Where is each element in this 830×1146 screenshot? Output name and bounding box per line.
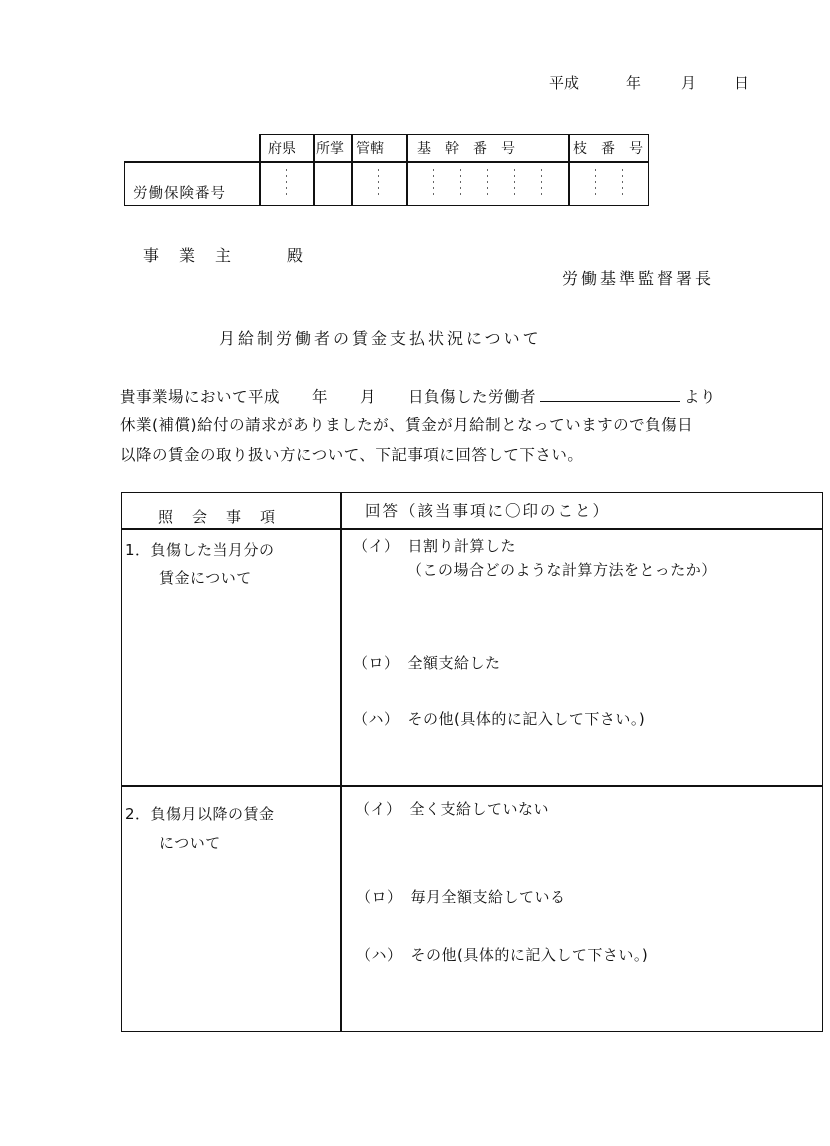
q2-option-ro: （ロ） 毎月全額支給している — [356, 888, 566, 906]
date-year-label: 年 — [626, 74, 642, 92]
inquiry-table — [121, 492, 823, 1032]
body-line-3: 以降の賃金の取り扱い方について、下記事項に回答して下さい。 — [120, 446, 584, 464]
header-shosho: 所掌 — [316, 141, 344, 157]
q2-option-i: （イ） 全く支給していない — [355, 800, 550, 818]
date-month-label: 月 — [681, 74, 697, 92]
body-line-1 — [120, 385, 716, 407]
date-day-label: 日 — [734, 74, 750, 92]
header-kankatsu: 管轄 — [356, 141, 384, 157]
header-inquiry-items: 照 会 事 項 — [158, 508, 278, 526]
q2-option-ha: （ハ） その他(具体的に記入して下さい。) — [356, 946, 649, 964]
q1-option-ro: （ロ） 全額支給した — [353, 654, 501, 672]
insurance-number-label: 労働保険番号 — [133, 186, 226, 202]
header-eda-bango: 枝 番 号 — [573, 141, 643, 157]
question-1-line-1: 1．負傷した当月分の — [125, 541, 275, 559]
question-2-line-2: について — [159, 834, 221, 852]
q1-option-i-note: （この場合どのような計算方法をとったか） — [407, 561, 717, 579]
question-1-line-2: 賃金について — [159, 569, 252, 587]
header-fuken: 府県 — [268, 141, 296, 157]
date-era: 平成 — [549, 74, 580, 92]
question-2-line-1: 2．負傷月以降の賃金 — [125, 805, 275, 823]
q1-option-i: （イ） 日割り計算した — [353, 537, 517, 555]
header-kikan-bango: 基 幹 番 号 — [417, 141, 515, 157]
body-line-1-suffix: より — [684, 388, 717, 406]
worker-name-blank — [540, 387, 680, 402]
body-line-2: 休業(補償)給付の請求がありましたが、賃金が月給制となっていますので負傷日 — [120, 416, 694, 434]
sender: 労働基準監督署長 — [562, 269, 715, 288]
body-line-1-text: 貴事業場において平成 年 月 日負傷した労働者 — [120, 388, 537, 406]
addressee: 事 業 主 殿 — [143, 246, 306, 265]
subject-title: 月給制労働者の賃金支払状況について — [219, 329, 542, 348]
q1-option-ha: （ハ） その他(具体的に記入して下さい。) — [353, 710, 646, 728]
insurance-number-table — [124, 134, 649, 206]
header-answer: 回答（該当事項に〇印のこと） — [365, 502, 611, 520]
